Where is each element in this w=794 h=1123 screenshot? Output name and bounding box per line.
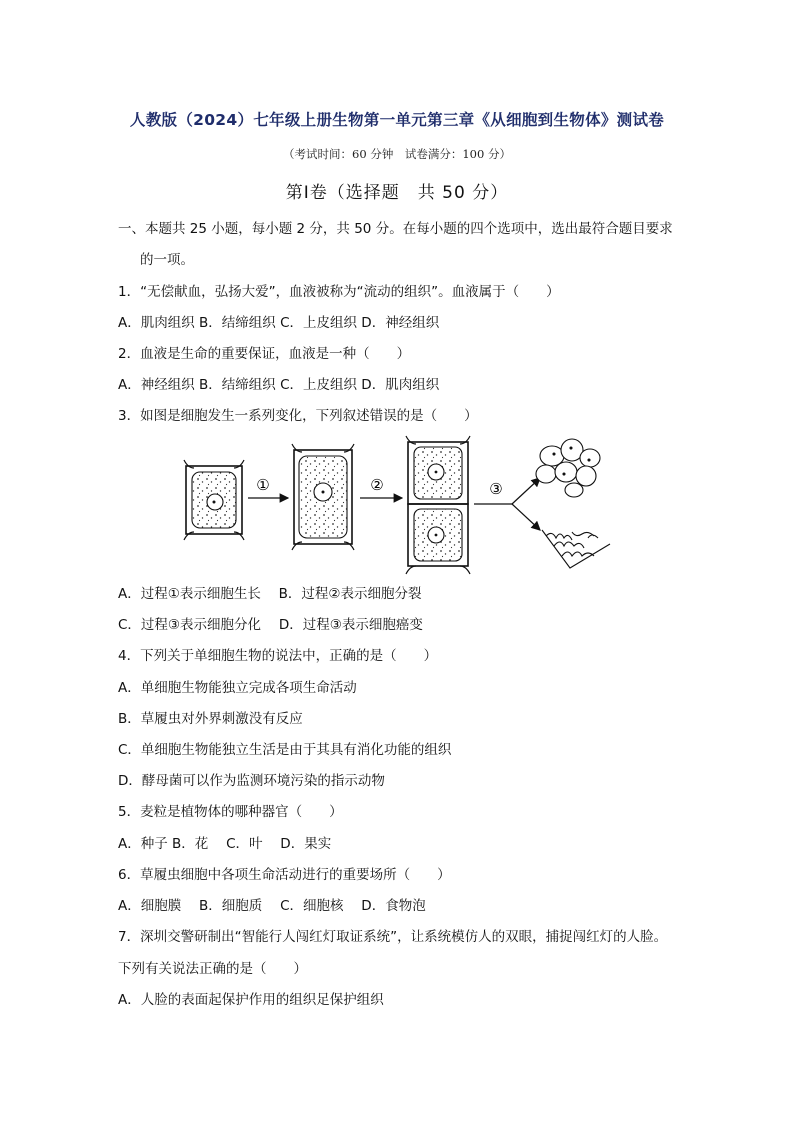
instruction-line: 的一项。	[140, 252, 194, 268]
small-cell	[184, 460, 244, 540]
step-label-3: ③	[489, 480, 503, 498]
grown-cell	[292, 444, 354, 550]
section-heading: 第Ⅰ卷（选择题 共 50 分）	[285, 183, 509, 203]
cell-change-diagram	[178, 432, 618, 580]
question-3-stem: 3．如图是细胞发生一系列变化，下列叙述错误的是（ ）	[118, 408, 478, 424]
divided-cells	[406, 436, 470, 574]
cell-diagram-svg	[178, 432, 618, 580]
question-3-options-row-2: C．过程③表示细胞分化 D．过程③表示细胞癌变	[118, 617, 423, 633]
question-4-option-d: D．酵母菌可以作为监测环境污染的指示动物	[118, 773, 385, 789]
exam-subtitle: （考试时间：60 分钟 试卷满分：100 分）	[283, 147, 511, 161]
question-3-options-row-1: A．过程①表示细胞生长 B．过程②表示细胞分裂	[118, 586, 422, 602]
question-4-option-a: A．单细胞生物能独立完成各项生命活动	[118, 680, 357, 696]
question-6-stem: 6．草履虫细胞中各项生命活动进行的重要场所（ ）	[118, 867, 451, 883]
question-7-stem-line-1: 7．深圳交警研制出“智能行人闯红灯取证系统”，让系统模仿人的双眼，捕捉闯红灯的人脸。	[118, 929, 668, 945]
arrow-icon	[512, 504, 540, 530]
round-cell-cluster	[536, 439, 600, 497]
instruction-line: 一、本题共 25 小题，每小题 2 分，共 50 分。在每小题的四个选项中，选出最符合题目要求	[118, 221, 673, 237]
question-4-option-b: B．草履虫对外界刺激没有反应	[118, 711, 303, 727]
question-4-option-c: C．单细胞生物能独立生活是由于其具有消化功能的组织	[118, 742, 452, 758]
question-1-options: A．肌肉组织 B．结缔组织 C．上皮组织 D．神经组织	[118, 315, 440, 331]
exam-title: 人教版（2024）七年级上册生物第一单元第三章《从细胞到生物体》测试卷	[129, 111, 665, 129]
question-1-stem: 1．“无偿献血，弘扬大爱”，血液被称为“流动的组织”。血液属于（ ）	[118, 284, 560, 300]
elongated-cell-tissue	[542, 530, 610, 568]
step-label-2: ②	[370, 476, 384, 494]
question-7-stem-line-2: 下列有关说法正确的是（ ）	[118, 961, 307, 977]
step-label-1: ①	[256, 476, 270, 494]
question-5-options: A．种子 B．花 C．叶 D．果实	[118, 836, 332, 852]
question-4-stem: 4．下列关于单细胞生物的说法中，正确的是（ ）	[118, 648, 438, 664]
arrow-icon	[512, 478, 540, 504]
question-2-stem: 2．血液是生命的重要保证，血液是一种（ ）	[118, 346, 411, 362]
question-2-options: A．神经组织 B．结缔组织 C．上皮组织 D．肌肉组织	[118, 377, 440, 393]
question-6-options: A．细胞膜 B．细胞质 C．细胞核 D．食物泡	[118, 898, 426, 914]
question-7-option-a: A．人脸的表面起保护作用的组织足保护组织	[118, 992, 384, 1008]
question-5-stem: 5．麦粒是植物体的哪种器官（ ）	[118, 804, 343, 820]
